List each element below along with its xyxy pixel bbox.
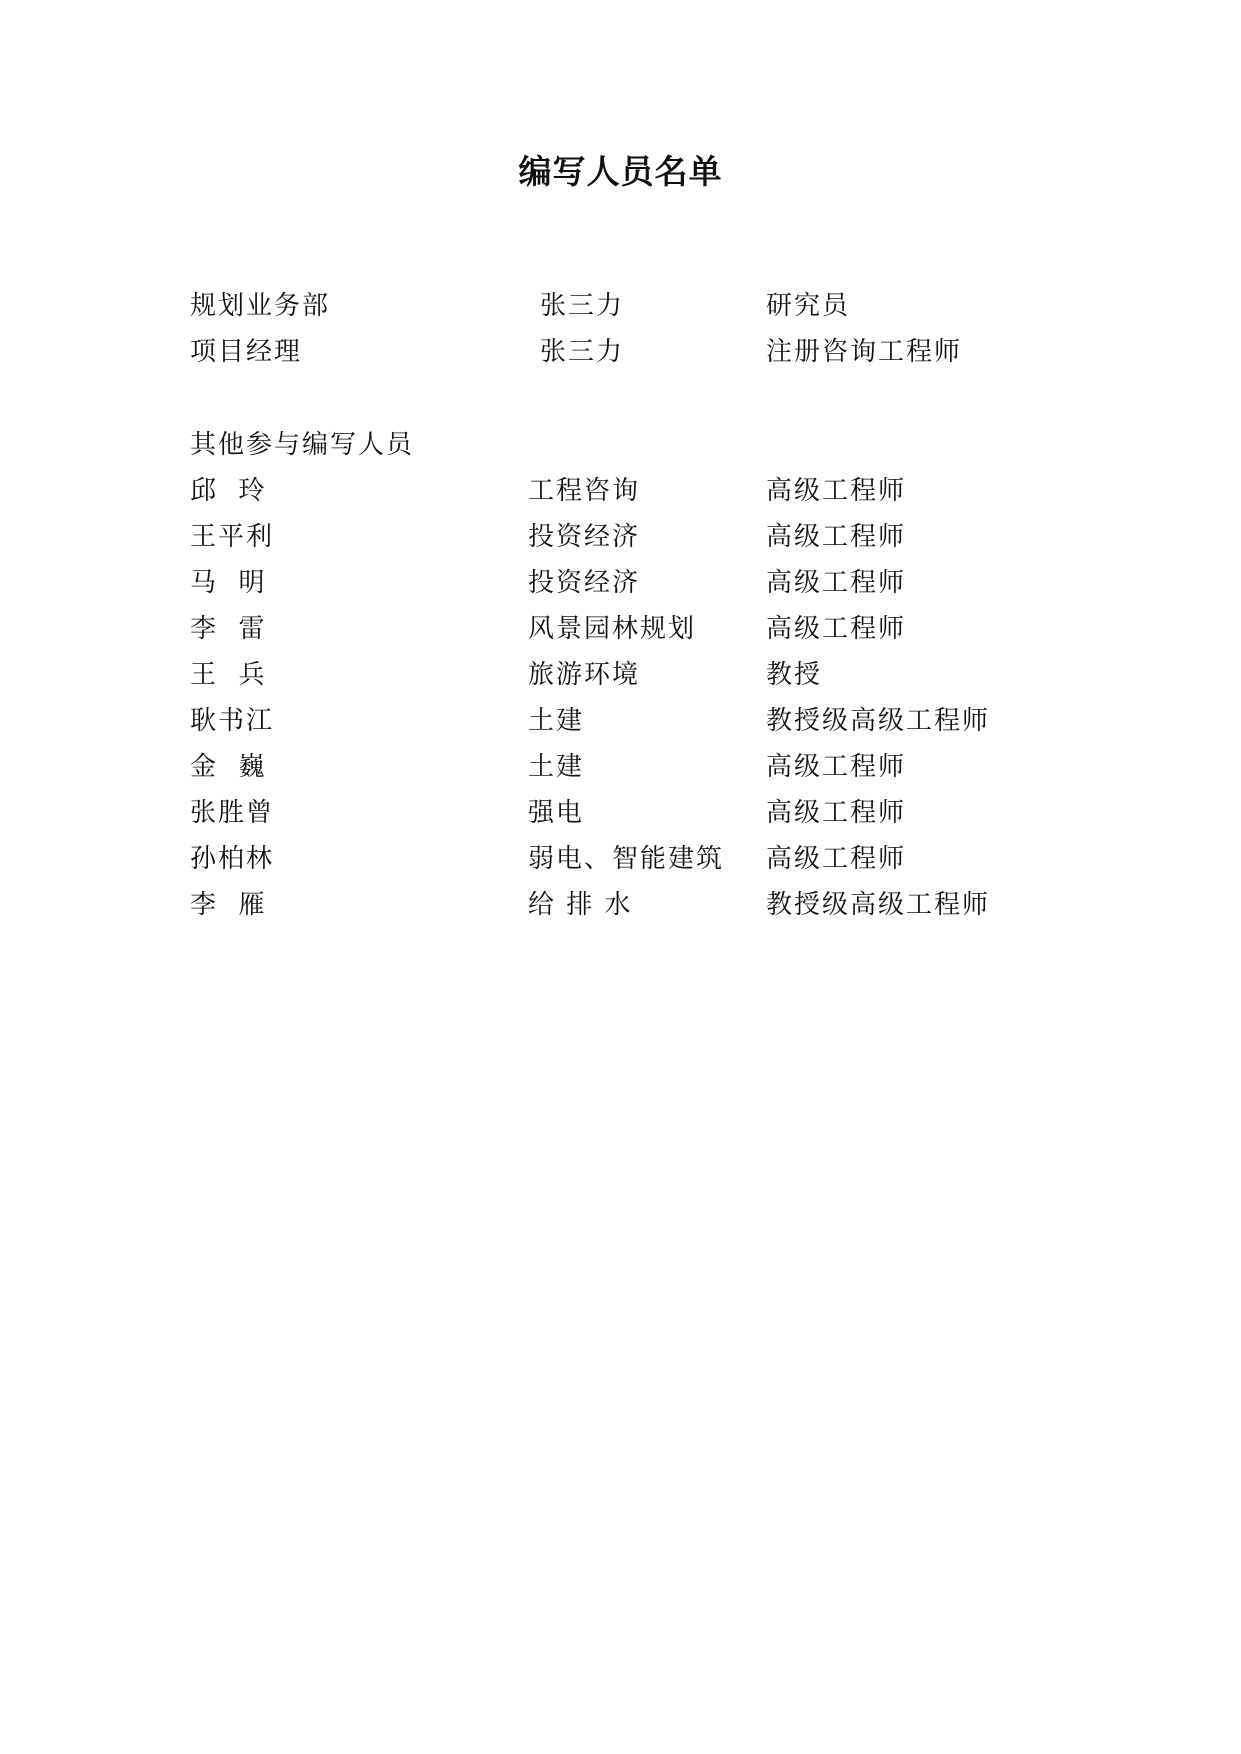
staff-field: 风景园林规划 (528, 614, 697, 644)
leader-role: 规划业务部 (190, 291, 331, 321)
staff-title: 教授级高级工程师 (766, 706, 991, 736)
staff-row (0, 563, 1241, 603)
staff-field: 弱电、智能建筑 (528, 844, 725, 874)
staff-name: 王 兵 (190, 660, 267, 690)
staff-field: 土建 (528, 752, 585, 782)
leader-role: 项目经理 (190, 337, 303, 367)
others-heading: 其他参与编写人员 (190, 430, 415, 460)
staff-title: 高级工程师 (766, 752, 907, 782)
staff-row (0, 655, 1241, 695)
leader-name: 张三力 (540, 291, 625, 321)
staff-row (0, 701, 1241, 741)
staff-row (0, 839, 1241, 879)
staff-field: 投资经济 (528, 522, 641, 552)
staff-row (0, 885, 1241, 925)
staff-title: 高级工程师 (766, 614, 907, 644)
staff-name: 邱 玲 (190, 476, 267, 506)
leader-name: 张三力 (540, 337, 625, 367)
page-title: 编写人员名单 (518, 152, 723, 191)
staff-row (0, 609, 1241, 649)
staff-field: 投资经济 (528, 568, 641, 598)
staff-field: 强电 (528, 798, 585, 828)
leader-title: 研究员 (766, 291, 851, 321)
leader-row (0, 286, 1241, 326)
staff-row (0, 471, 1241, 511)
staff-name: 耿书江 (190, 706, 275, 736)
staff-title: 教授 (766, 660, 823, 690)
staff-name: 李 雷 (190, 614, 267, 644)
leader-row (0, 332, 1241, 372)
staff-title: 高级工程师 (766, 522, 907, 552)
staff-name: 金 巍 (190, 752, 267, 782)
staff-field: 土建 (528, 706, 585, 736)
leader-title: 注册咨询工程师 (766, 337, 963, 367)
staff-name: 李 雁 (190, 890, 267, 920)
staff-title: 教授级高级工程师 (766, 890, 991, 920)
staff-name: 张胜曾 (190, 798, 275, 828)
staff-title: 高级工程师 (766, 844, 907, 874)
staff-title: 高级工程师 (766, 798, 907, 828)
staff-row (0, 793, 1241, 833)
staff-title: 高级工程师 (766, 476, 907, 506)
staff-row (0, 517, 1241, 557)
staff-name: 孙柏林 (190, 844, 275, 874)
staff-field: 旅游环境 (528, 660, 641, 690)
staff-field: 工程咨询 (528, 476, 641, 506)
staff-row (0, 747, 1241, 787)
staff-name: 马 明 (190, 568, 267, 598)
staff-field: 给 排 水 (528, 890, 633, 920)
staff-title: 高级工程师 (766, 568, 907, 598)
staff-name: 王平利 (190, 522, 275, 552)
